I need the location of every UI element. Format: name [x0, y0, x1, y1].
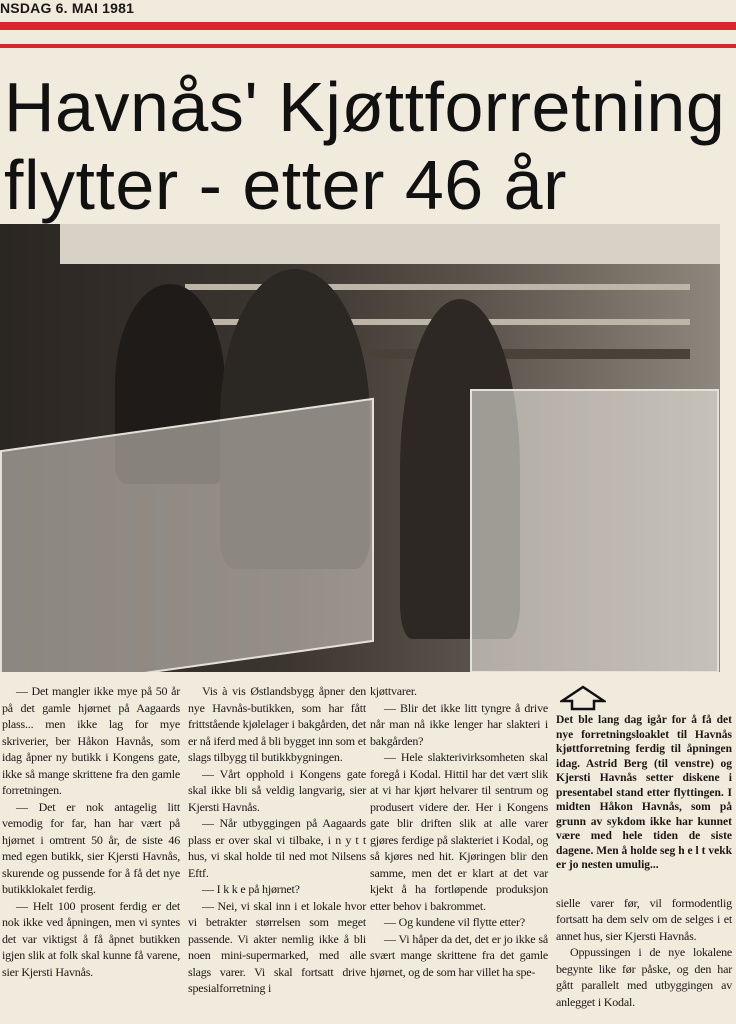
right-column	[556, 685, 732, 1010]
paragraph: — Når utbyggingen på Aagaards plass er over skal vi tilbake, i n y t t hus, vi skal holde til ned mot Nilsens Eftf.	[188, 816, 366, 880]
photo-counter-right	[470, 389, 719, 672]
article-column-1	[2, 683, 180, 980]
paragraph: — Vårt opphold i Kongens gate skal ikke bli så veldig langvarig, sier Kjersti Havnås.	[188, 766, 366, 814]
article-column-3	[370, 683, 548, 980]
photo-caption: Det ble lang dag igår for å få det nye forretningsloaklet til Havnås kjøttforretning ferdig til åpningen idag. Astrid Berg (til venstre) og Kjersti Havnås setter diskene i presentabel stand etter flyttingen. I midten Håkon Havnås, som på grunn av sykdom ikke har kunnet være med hele tiden de siste dagene. Men å holde seg h e l t vekk er jo nesten umulig...	[556, 714, 732, 871]
paragraph: sielle varer før, vil formodentlig fortsatt ha dem selv om de selges i et annet hus, sier Kjersti Havnås.	[556, 895, 732, 943]
paragraph: — I k k e på hjørnet?	[202, 882, 300, 896]
paragraph: — Blir det ikke litt tyngre å drive når man nå ikke lenger har slakteri i bakgården?	[370, 700, 548, 748]
headline-line-2: flytter - etter 46 år	[4, 146, 567, 224]
paragraph: — Hele slakterivirksomheten skal foregå i Kodal. Hittil har det vært slik at vi har kjørt helvarer til sentrum og produsert videre der. Her i Kongens gate blir driften slik at alle varer gjøres ferdige på slakteriet i Kodal, og så kjøres ned hit. Kjøringen blir den samme, men det er klart at det var kjekt å ha fortløpende produksjon etter behov i bakrommet.	[370, 750, 548, 913]
paragraph: — Nei, vi skal inn i et lokale hvor vi betrakter størrelsen som meget passende. Vi akter nemlig ikke å bli noen mini-supermarked, med alle slags varer. Vi skal fortsatt drive spesialforretning i	[188, 898, 366, 995]
paragraph: — Det er nok antagelig litt vemodig for far, han har vært på hjørnet i omtrent 50 år, de siste 46 med egen butikk, sier Kjersti Havnås, skurende og pussende for å få det nye butikklokalet ferdig.	[2, 799, 180, 896]
news-photo	[0, 224, 720, 672]
photo-counter-left	[0, 398, 374, 672]
photo-shelf	[360, 349, 690, 359]
paragraph: kjøttvarer.	[370, 684, 417, 698]
paragraph: — Det mangler ikke mye på 50 år på det gamle hjørnet på Aagaards plass... men ikke lag for mye skriverier, ber Håkon Havnås, som idag åpner ny butikk i Kongens gate, ikke så mange skrittene fra den gamle forretningen.	[2, 684, 180, 797]
article-column-4	[556, 895, 732, 1011]
red-rule-bottom	[0, 44, 736, 48]
headline-line-1: Havnås' Kjøttforretning	[4, 68, 726, 146]
paragraph: — Vi håper da det, det er jo ikke så svært mange skrittene fra det gamle hjørnet, og de som har villet ha spe-	[370, 931, 548, 979]
dateline: NSDAG 6. MAI 1981	[0, 0, 135, 16]
article-column-2	[188, 683, 366, 997]
paragraph: — Og kundene vil flytte etter?	[384, 915, 525, 929]
paragraph: — Helt 100 prosent ferdig er det nok ikke ved åpningen, men vi syntes det var viktigst å få åpnet butikken igjen slik at folk skal kunne få varene, sier Kjersti Havnås.	[2, 898, 180, 979]
paragraph: Vis à vis Østlandsbygg åpner den nye Havnås-butikken, som har fått frittstående kjølelager i bakgården, det er nå iferd med å bli bygget inn som et slags tilbygg til butikkbygningen.	[188, 684, 366, 764]
photo-wall	[60, 224, 720, 264]
paragraph: Oppussingen i de nye lokalene begynte like før påske, og den har gått parallelt med utbyggingen av anlegget i Kodal.	[556, 945, 732, 1009]
arrow-up-icon	[560, 685, 606, 711]
red-rule-top	[0, 22, 736, 30]
